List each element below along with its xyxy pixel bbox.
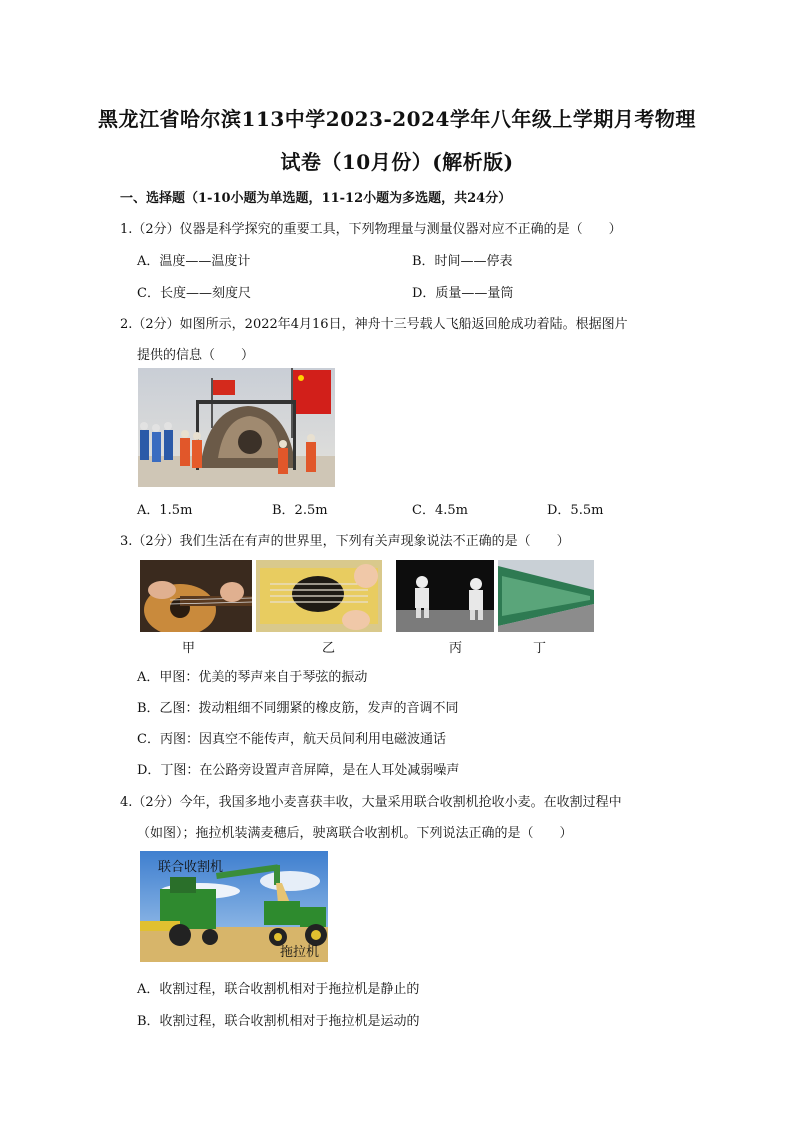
q4-option-b: B．收割过程，联合收割机相对于拖拉机是运动的	[137, 1014, 420, 1029]
q3-option-b: B．乙图：拨动粗细不同绷紧的橡皮筋，发声的音调不同	[137, 701, 459, 716]
q3-option-a: A．甲图：优美的琴声来自于琴弦的振动	[137, 670, 368, 685]
q1-option-a: A．温度——温度计	[137, 254, 251, 269]
section-heading: 一、选择题（1-10小题为单选题，11-12小题为多选题，共24分）	[120, 191, 512, 206]
q2-stem-line2: 提供的信息（ ）	[137, 348, 255, 363]
harvester-tractor-photo	[140, 851, 328, 962]
q4-option-a: A．收割过程，联合收割机相对于拖拉机是静止的	[137, 982, 420, 997]
q1-option-b: B．时间——停表	[412, 254, 513, 269]
label-harvester: 联合收割机	[158, 860, 224, 875]
caption-jia: 甲	[182, 641, 196, 656]
caption-ding: 丁	[533, 641, 547, 656]
guitar-photo	[140, 560, 252, 632]
q2-option-d: D．5.5m	[547, 503, 604, 518]
astronauts-photo	[396, 560, 494, 632]
doc-title-line2: 试卷（10月份）(解析版)	[280, 150, 514, 174]
caption-yi: 乙	[322, 641, 336, 656]
capsule-landing-photo	[138, 368, 335, 487]
q2-stem-line1: 2.（2分）如图所示，2022年4月16日，神舟十三号载人飞船返回舱成功着陆。根据图片	[120, 317, 628, 332]
q2-option-c: C．4.5m	[412, 503, 468, 518]
q3-option-c: C．丙图：因真空不能传声，航天员间利用电磁波通话	[137, 732, 446, 747]
q1-stem: 1.（2分）仪器是科学探究的重要工具，下列物理量与测量仪器对应不正确的是（ ）	[120, 222, 622, 237]
rubber-band-box-photo	[256, 560, 382, 632]
caption-bing: 丙	[449, 641, 463, 656]
q3-stem: 3.（2分）我们生活在有声的世界里，下列有关声现象说法不正确的是（ ）	[120, 534, 570, 549]
q1-option-c: C．长度——刻度尺	[137, 286, 251, 301]
q2-option-a: A．1.5m	[137, 503, 193, 518]
q3-option-d: D．丁图：在公路旁设置声音屏障，是在人耳处减弱噪声	[137, 763, 460, 778]
q1-option-d: D．质量——量筒	[412, 286, 514, 301]
q2-option-b: B．2.5m	[272, 503, 328, 518]
label-tractor: 拖拉机	[280, 945, 320, 960]
q4-stem-line1: 4.（2分）今年，我国多地小麦喜获丰收，大量采用联合收割机抢收小麦。在收割过程中	[120, 795, 622, 810]
q4-stem-line2: （如图）；拖拉机装满麦穗后，驶离联合收割机。下列说法正确的是（ ）	[137, 826, 573, 841]
doc-title-line1: 黑龙江省哈尔滨113中学2023-2024学年八年级上学期月考物理	[98, 107, 696, 131]
sound-barrier-photo	[498, 560, 594, 632]
